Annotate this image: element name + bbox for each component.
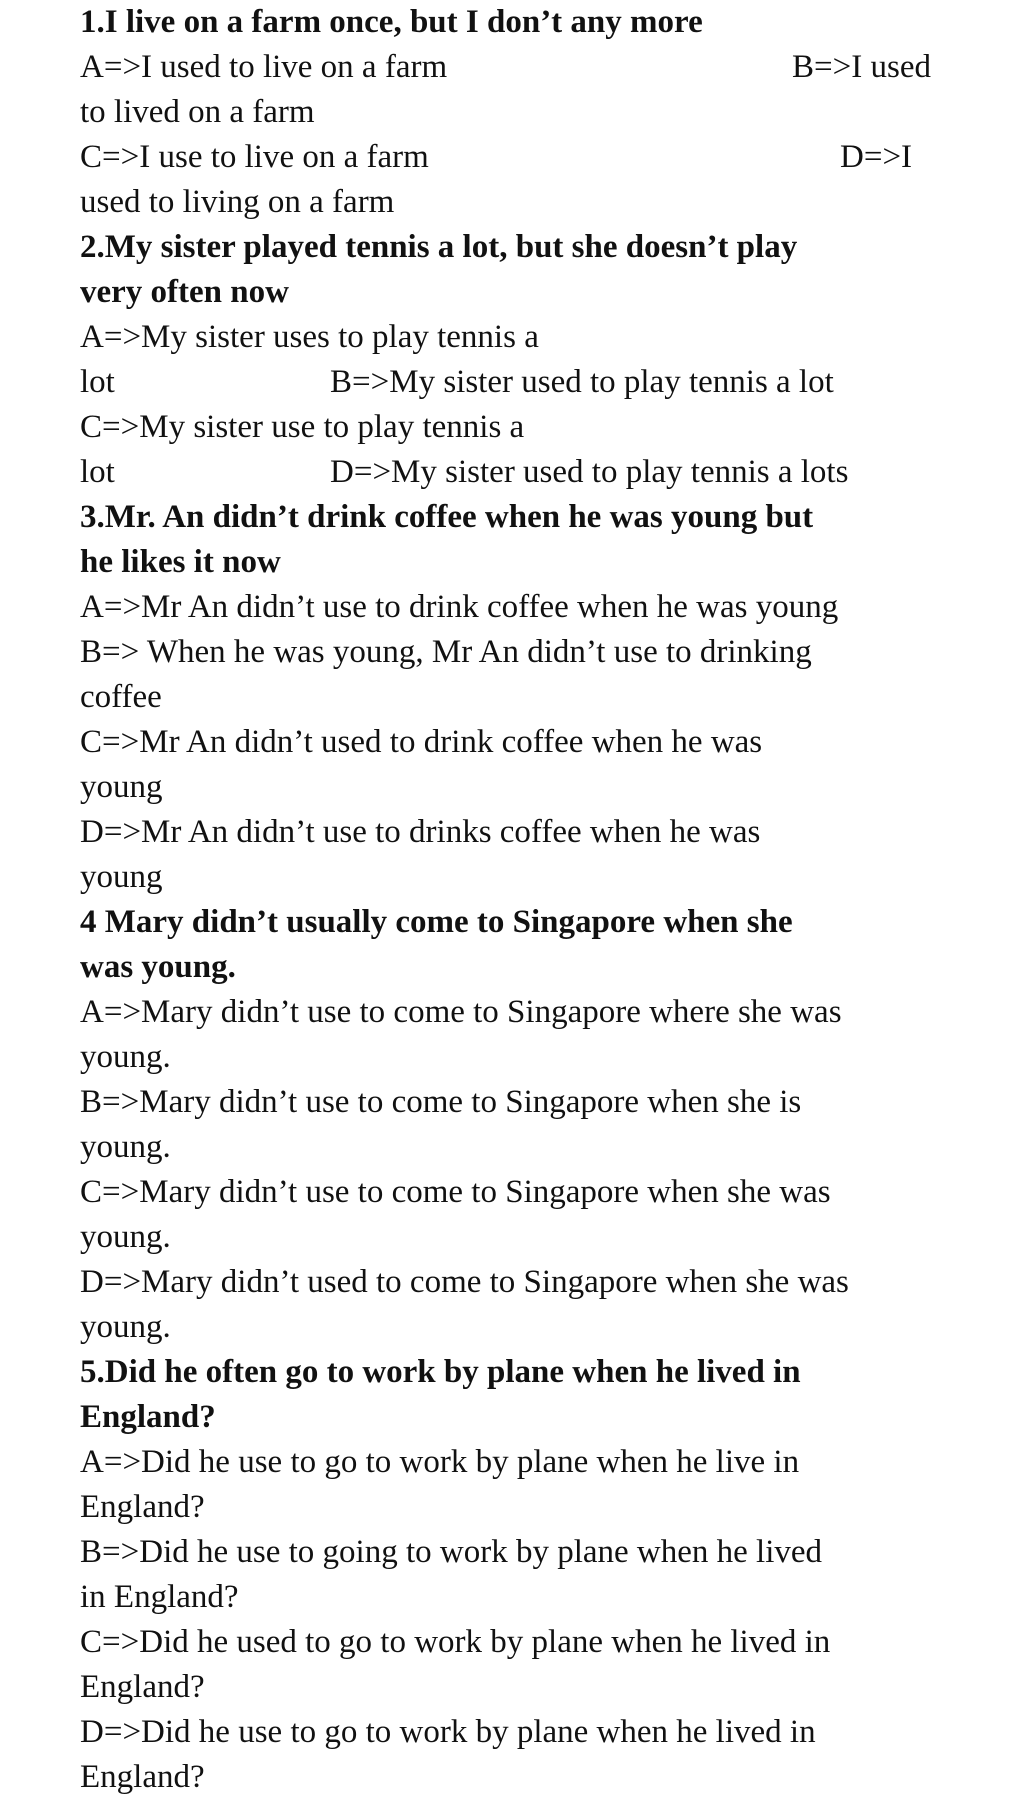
question-5-option-c: C=>Did he used to go to work by plane when he lived in: [80, 1624, 831, 1660]
question-3-title: 3.Mr. An didn’t drink coffee when he was young but: [80, 499, 814, 535]
question-4-title-cont: was young.: [80, 949, 236, 985]
question-4-option-c-cont: young.: [80, 1219, 171, 1255]
question-3-title-cont: he likes it now: [80, 544, 281, 580]
question-2-title: 2.My sister played tennis a lot, but she doesn’t play: [80, 229, 798, 265]
question-5-option-a-cont: England?: [80, 1489, 205, 1525]
question-1-title: 1.I live on a farm once, but I don’t any more: [80, 4, 703, 40]
question-1-option-b-cont: to lived on a farm: [80, 94, 315, 130]
question-5-option-c-cont: England?: [80, 1669, 205, 1705]
question-4-option-b-cont: young.: [80, 1129, 171, 1165]
question-1-option-d: D=>I: [840, 139, 913, 175]
question-2-title-cont: very often now: [80, 274, 289, 310]
question-4-option-c: C=>Mary didn’t use to come to Singapore when she was: [80, 1174, 831, 1210]
question-4-option-b: B=>Mary didn’t use to come to Singapore when she is: [80, 1084, 802, 1120]
question-1-option-b: B=>I used: [792, 49, 931, 85]
question-5-option-d: D=>Did he use to go to work by plane when he lived in: [80, 1714, 816, 1750]
question-2-option-d: D=>My sister used to play tennis a lots: [330, 454, 849, 490]
question-2-option-c-cont: lot: [80, 454, 115, 490]
question-1-option-a: A=>I used to live on a farm: [80, 49, 448, 85]
question-4-option-d-cont: young.: [80, 1309, 171, 1345]
question-5-option-b: B=>Did he use to going to work by plane when he lived: [80, 1534, 823, 1570]
question-4-option-a: A=>Mary didn’t use to come to Singapore where she was: [80, 994, 842, 1030]
question-5-option-a: A=>Did he use to go to work by plane when he live in: [80, 1444, 800, 1480]
question-5-title: 5.Did he often go to work by plane when he lived in: [80, 1354, 801, 1390]
question-3-option-d-cont: young: [80, 859, 163, 895]
question-1-option-d-cont: used to living on a farm: [80, 184, 395, 220]
question-5-option-b-cont: in England?: [80, 1579, 239, 1615]
question-1-option-c: C=>I use to live on a farm: [80, 139, 429, 175]
question-3-option-c: C=>Mr An didn’t used to drink coffee when he was: [80, 724, 763, 760]
question-4-title: 4 Mary didn’t usually come to Singapore when she: [80, 904, 793, 940]
question-3-option-b-cont: coffee: [80, 679, 162, 715]
question-5-title-cont: England?: [80, 1399, 216, 1435]
question-3-option-a: A=>Mr An didn’t use to drink coffee when he was young: [80, 589, 839, 625]
question-2-option-b: B=>My sister used to play tennis a lot: [330, 364, 834, 400]
question-4-option-d: D=>Mary didn’t used to come to Singapore when she was: [80, 1264, 849, 1300]
question-2-option-c: C=>My sister use to play tennis a: [80, 409, 525, 445]
question-4-option-a-cont: young.: [80, 1039, 171, 1075]
question-2-option-a-cont: lot: [80, 364, 115, 400]
question-2-option-a: A=>My sister uses to play tennis a: [80, 319, 539, 355]
question-3-option-b: B=> When he was young, Mr An didn’t use to drinking: [80, 634, 812, 670]
question-3-option-d: D=>Mr An didn’t use to drinks coffee when he was: [80, 814, 761, 850]
question-5-option-d-cont: England?: [80, 1759, 205, 1795]
question-3-option-c-cont: young: [80, 769, 163, 805]
